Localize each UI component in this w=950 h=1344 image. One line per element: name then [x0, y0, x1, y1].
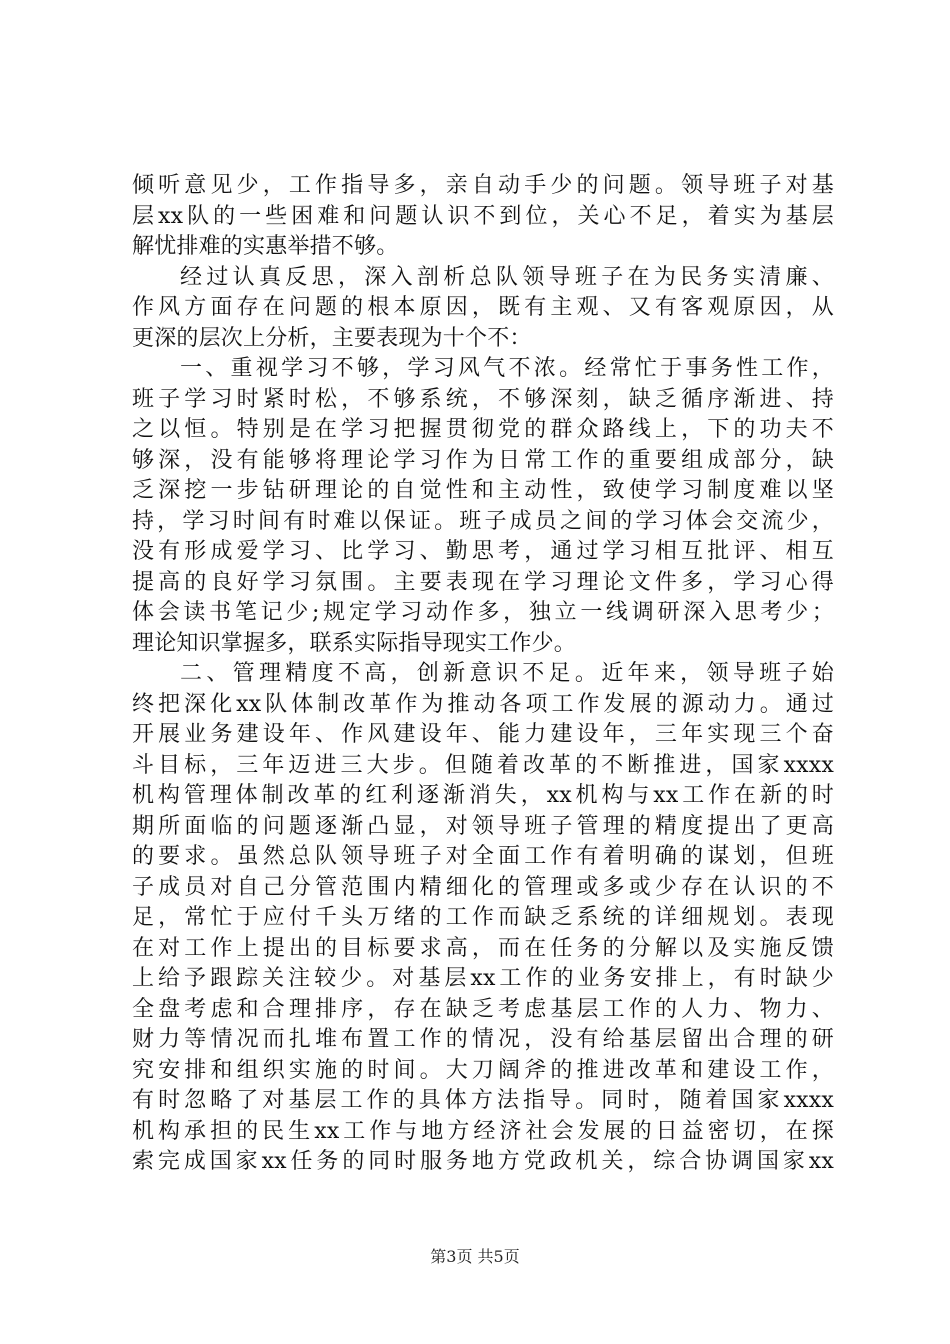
- text-line: 没有形成爱学习、比学习、勤思考，通过学习相互批评、相互: [132, 539, 834, 564]
- text-line: 期所面临的问题逐渐凸显，对领导班子管理的精度提出了更高: [132, 813, 834, 839]
- text-line: 财力等情况而扎堆布置工作的情况，没有给基层留出合理的研: [132, 1027, 834, 1052]
- text-line: 解忧排难的实惠举措不够。: [132, 234, 399, 259]
- text-line: 够深，没有能够将理论学习作为日常工作的重要组成部分，缺: [132, 447, 834, 473]
- text-line: 提高的良好学习氛围。主要表现在学习理论文件多，学习心得: [132, 569, 834, 595]
- paragraph-start-line: 一、重视学习不够，学习风气不浓。经常忙于事务性工作，: [180, 356, 834, 381]
- text-line: 持，学习时间有时难以保证。班子成员之间的学习体会交流少，: [132, 508, 834, 534]
- text-line: 开展业务建设年、作风建设年、能力建设年，三年实现三个奋: [132, 722, 834, 747]
- text-line: 班子学习时紧时松，不够系统，不够深刻，缺乏循序渐进、持: [132, 386, 834, 412]
- text-line: 层xx队的一些困难和问题认识不到位，关心不足，着实为基层: [132, 203, 834, 229]
- text-line: 乏深挖一步钻研理论的自觉性和主动性，致使学习制度难以坚: [132, 478, 834, 503]
- text-line: 更深的层次上分析，主要表现为十个不：: [132, 325, 532, 351]
- text-line: 斗目标，三年迈进三大步。但随着改革的不断推进，国家xxxx: [132, 752, 834, 778]
- page-number-footer: 第3页 共5页: [430, 1247, 520, 1266]
- text-line: 索完成国家xx任务的同时服务地方党政机关，综合协调国家xx: [132, 1149, 834, 1174]
- text-line: 足，常忙于应付千头万绪的工作而缺乏系统的详细规划。表现: [132, 905, 834, 930]
- body-text: [132, 171, 834, 1178]
- text-line: 之以恒。特别是在学习把握贯彻党的群众路线上，下的功夫不: [132, 417, 834, 442]
- text-line: 倾听意见少，工作指导多，亲自动手少的问题。领导班子对基: [132, 173, 834, 198]
- text-line: 体会读书笔记少;规定学习动作多，独立一线调研深入思考少；: [132, 600, 834, 625]
- text-line: 作风方面存在问题的根本原因，既有主观、又有客观原因，从: [132, 295, 834, 320]
- text-line: 终把深化xx队体制改革作为推动各项工作发展的源动力。通过: [132, 691, 834, 717]
- text-line: 上给予跟踪关注较少。对基层xx工作的业务安排上，有时缺少: [132, 966, 834, 991]
- text-line: 子成员对自己分管范围内精细化的管理或多或少存在认识的不: [132, 874, 834, 900]
- text-line: 机构管理体制改革的红利逐渐消失，xx机构与xx工作在新的时: [132, 783, 834, 808]
- text-line: 究安排和组织实施的时间。大刀阔斧的推进改革和建设工作，: [132, 1057, 834, 1083]
- text-line: 有时忽略了对基层工作的具体方法指导。同时，随着国家xxxx: [132, 1088, 834, 1113]
- text-line: 在对工作上提出的目标要求高，而在任务的分解以及实施反馈: [132, 935, 834, 961]
- text-line: 全盘考虑和合理排序，存在缺乏考虑基层工作的人力、物力、: [132, 996, 834, 1022]
- text-line: 理论知识掌握多，联系实际指导现实工作少。: [132, 630, 577, 656]
- paragraph-start-line: 经过认真反思，深入剖析总队领导班子在为民务实清廉、: [180, 264, 834, 290]
- paragraph-start-line: 二、管理精度不高，创新意识不足。近年来，领导班子始: [180, 661, 834, 686]
- text-line: 机构承担的民生xx工作与地方经济社会发展的日益密切，在探: [132, 1118, 834, 1144]
- text-line: 的要求。虽然总队领导班子对全面工作有着明确的谋划，但班: [132, 844, 834, 869]
